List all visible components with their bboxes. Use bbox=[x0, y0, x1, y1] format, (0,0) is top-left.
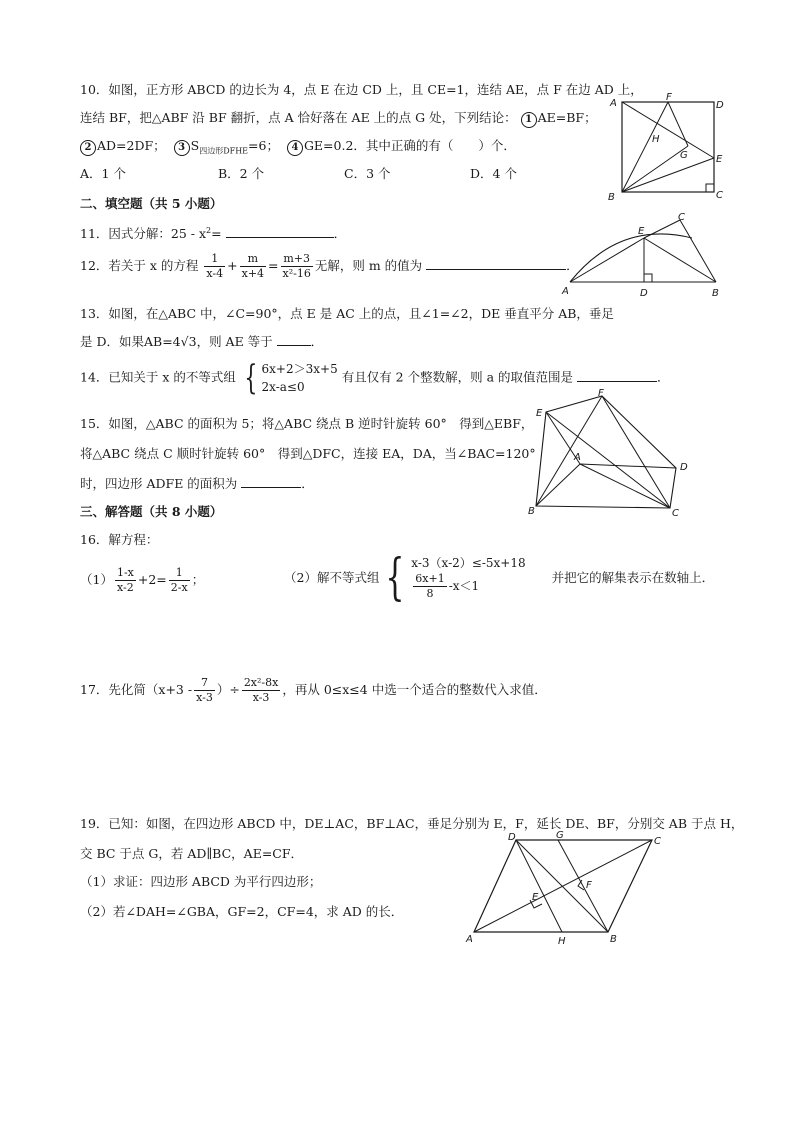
section-3-heading: 三、解答题（共 8 小题） bbox=[80, 504, 223, 519]
label-c: C bbox=[672, 508, 679, 518]
q16-p1-frac-1 bbox=[115, 566, 136, 595]
q15-line3-text: 时，四边形 ADFE 的面积为 bbox=[80, 476, 238, 491]
choice-1-marker: 1 bbox=[521, 112, 537, 128]
q19-part2: （2）若∠DAH=∠GBA，GF=2，CF=4，求 AD 的长． bbox=[80, 904, 404, 919]
segment-eb bbox=[644, 238, 716, 282]
q16-part2 bbox=[284, 548, 715, 606]
q17-frac-2 bbox=[242, 676, 281, 705]
q11-answer-blank[interactable] bbox=[226, 225, 334, 238]
q13-sqrt: √3 bbox=[180, 334, 197, 349]
q16-p2-ineq-1: x-3（x-2）≤-5x+18 bbox=[411, 555, 526, 570]
q19-part1: （1）求证：四边形 ABCD 为平行四边形； bbox=[80, 874, 322, 889]
q16-p1-frac-1-num: 1-x bbox=[116, 566, 134, 579]
segment-dh bbox=[516, 840, 562, 932]
choice-4: GE=0.2．其中正确的有（ ）个． bbox=[303, 138, 516, 153]
q15-line1: 15．如图，△ABC 的面积为 5；将△ABC 绕点 B 逆时针旋转 60° 得到△EBF， bbox=[80, 416, 534, 431]
q14-brace: { bbox=[244, 358, 258, 398]
q17-frac-2-num: 2x²-8x bbox=[243, 676, 279, 689]
q13-end: ． bbox=[310, 334, 324, 349]
q16-p1-mid: +2= bbox=[137, 572, 167, 587]
q16-p1-frac-1-den: x-2 bbox=[117, 581, 134, 594]
label-b: B bbox=[712, 288, 719, 299]
q14-end: ． bbox=[657, 369, 670, 385]
q14-system bbox=[262, 360, 338, 396]
q17-frac-1-den: x-3 bbox=[196, 691, 213, 704]
segment-ae bbox=[622, 102, 714, 158]
q17-mid: ）÷ bbox=[216, 682, 240, 697]
q13-line2a: 是 D．如果AB=4 bbox=[80, 334, 181, 349]
q12-frac-3-den: x²-16 bbox=[282, 267, 311, 280]
q10-line2-text: 连结 BF，把△ABF 沿 BF 翻折，点 A 恰好落在 AE 上的点 G 处，下列结论： bbox=[80, 110, 517, 125]
q11-text: 11．因式分解：25 - x bbox=[80, 226, 207, 241]
label-a: A bbox=[562, 286, 569, 297]
right-angle-c bbox=[706, 184, 714, 192]
q16-p1-frac-2 bbox=[169, 566, 190, 595]
q16-title: 16．解方程： bbox=[80, 532, 159, 547]
q13-triangle-figure bbox=[560, 212, 730, 302]
diagonal-db bbox=[516, 840, 608, 932]
q16-p2-ineq-2 bbox=[411, 572, 525, 601]
q12-end: ． bbox=[566, 258, 579, 273]
segment-cb bbox=[680, 220, 716, 282]
q10-option-d: D．4 个 bbox=[470, 166, 517, 181]
label-g: G bbox=[680, 150, 688, 161]
q16-p1-frac-2-num: 1 bbox=[169, 566, 190, 581]
q12-plus: + bbox=[227, 258, 238, 273]
q12-pre: 12．若关于 x 的方程 bbox=[80, 258, 199, 273]
q12-frac-3-num: m+3 bbox=[281, 252, 313, 267]
label-a: A bbox=[574, 452, 581, 463]
segment-gb bbox=[558, 840, 608, 932]
section-2-heading: 二、填空题（共 5 小题） bbox=[80, 196, 223, 211]
label-e: E bbox=[638, 226, 645, 237]
q12-frac-2-den: x+4 bbox=[241, 267, 265, 280]
q16-p2-label: （2）解不等式组 bbox=[284, 570, 380, 585]
choice-3-rest: =6； bbox=[248, 138, 279, 153]
q16-p2-system bbox=[411, 554, 525, 601]
label-a: A bbox=[466, 934, 473, 945]
q12-frac-3 bbox=[281, 252, 313, 281]
q13-line2 bbox=[80, 332, 323, 350]
q12-frac-1 bbox=[204, 252, 225, 281]
q16-p2-frac-den: 8 bbox=[426, 586, 434, 600]
q16-p1-frac-2-den: 2-x bbox=[170, 581, 188, 594]
label-f: F bbox=[666, 92, 672, 103]
q12-eq: = bbox=[268, 258, 279, 273]
q16-p2-frac-num: 6x+1 bbox=[415, 571, 445, 585]
q16-p2-brace: { bbox=[385, 548, 405, 606]
q17-frac-1-num: 7 bbox=[194, 676, 215, 691]
q14-answer-blank[interactable] bbox=[577, 369, 657, 382]
q10-line2 bbox=[80, 108, 597, 128]
label-b: B bbox=[528, 506, 535, 517]
q14-ineq-1: 6x+2＞3x+5 bbox=[261, 362, 338, 376]
label-d: D bbox=[716, 100, 724, 111]
q12-answer-blank[interactable] bbox=[426, 257, 566, 270]
label-b: B bbox=[608, 192, 615, 203]
q15-line2: 将△ABC 绕点 C 顺时针旋转 60° 得到△DFC，连接 EA，DA，当∠BAC=120° bbox=[80, 446, 536, 461]
q17-frac-2-den: x-3 bbox=[252, 691, 270, 704]
q11 bbox=[80, 224, 346, 242]
choice-3-marker: 3 bbox=[174, 140, 190, 156]
choice-3-sub: 四边形DFHE bbox=[199, 146, 249, 156]
choice-3-s: S bbox=[190, 138, 200, 153]
label-a: A bbox=[610, 98, 617, 109]
q10-option-c: C．3 个 bbox=[344, 166, 391, 181]
q13-answer-blank[interactable] bbox=[277, 333, 311, 346]
q11-sup: 2 bbox=[206, 225, 212, 235]
q10-square-figure bbox=[600, 92, 730, 204]
segment-ad bbox=[580, 464, 676, 468]
q10-option-a: A．1 个 bbox=[80, 166, 126, 181]
label-c: C bbox=[678, 212, 685, 223]
label-g: G bbox=[556, 830, 564, 841]
choice-2: AD=2DF； bbox=[97, 138, 166, 153]
segment-be bbox=[622, 158, 714, 192]
label-c: C bbox=[716, 190, 723, 201]
q19-parallelogram-figure bbox=[464, 828, 674, 948]
q12-frac-1-num: 1 bbox=[204, 252, 225, 267]
segment-fg bbox=[668, 102, 688, 146]
q14-post: 有且仅有 2 个整数解，则 a 的取值范围是 bbox=[341, 369, 574, 385]
q12-post: 无解，则 m 的值为 bbox=[314, 258, 423, 273]
q16-p2-post: 并把它的解集表示在数轴上． bbox=[551, 570, 715, 585]
q12-frac-2-num: m bbox=[240, 252, 266, 267]
q10-line1: 10．如图，正方形 ABCD 的边长为 4，点 E 在边 CD 上，且 CE=1，连结 AE，点 F 在边 AD 上， bbox=[80, 82, 643, 97]
choice-2-marker: 2 bbox=[80, 140, 96, 156]
label-b: B bbox=[610, 934, 617, 945]
q17-pre: 17．先化简（x+3 - bbox=[80, 682, 193, 697]
diagonal-ac bbox=[474, 840, 652, 932]
square-abcd bbox=[622, 102, 714, 192]
arc-ae bbox=[570, 234, 692, 282]
q15-answer-blank[interactable] bbox=[241, 475, 301, 488]
label-h: H bbox=[652, 134, 660, 145]
label-f: F bbox=[598, 388, 604, 399]
q15-line3 bbox=[80, 474, 314, 492]
q16-p1-end: ； bbox=[191, 572, 205, 587]
label-d: D bbox=[640, 288, 648, 299]
q10-line3 bbox=[80, 136, 516, 157]
q19-line2: 交 BC 于点 G，若 AD∥BC，AE=CF． bbox=[80, 846, 304, 861]
q16-p1-label: （1） bbox=[80, 572, 113, 587]
label-e: E bbox=[536, 408, 543, 419]
label-e: E bbox=[532, 892, 539, 903]
right-angle-d bbox=[644, 274, 652, 282]
label-d: D bbox=[508, 832, 516, 843]
label-e: E bbox=[716, 154, 723, 165]
q14-ineq-2: 2x-a≤0 bbox=[261, 380, 305, 394]
q16-part1 bbox=[80, 566, 204, 595]
q16-p2-ineq-2-rest: -x＜1 bbox=[448, 578, 480, 593]
q12 bbox=[80, 252, 579, 281]
q17-frac-1 bbox=[194, 676, 215, 705]
q11-eq: = bbox=[211, 226, 222, 241]
q13-line1: 13．如图，在△ABC 中，∠C=90°，点 E 是 AC 上的点，且∠1=∠2，DE 垂直平分 AB，垂足 bbox=[80, 306, 614, 321]
q12-frac-2 bbox=[240, 252, 266, 281]
q15-end: ． bbox=[301, 476, 314, 491]
q17 bbox=[80, 676, 547, 705]
label-d: D bbox=[680, 462, 688, 473]
q14-pre: 14．已知关于 x 的不等式组 bbox=[80, 369, 236, 385]
segment-ae-line bbox=[570, 238, 644, 282]
q16-p2-frac bbox=[413, 572, 446, 601]
label-h: H bbox=[558, 936, 566, 947]
label-f: F bbox=[586, 880, 592, 891]
segment-ec bbox=[546, 412, 670, 508]
outline bbox=[536, 396, 676, 508]
q17-post: ，再从 0≤x≤4 中选一个适合的整数代入求值． bbox=[282, 682, 547, 697]
label-c: C bbox=[654, 836, 661, 847]
segment-bg bbox=[622, 146, 688, 192]
choice-1: AE=BF； bbox=[537, 110, 597, 125]
q12-frac-1-den: x-4 bbox=[206, 267, 224, 280]
q13-line2b: ，则 AE 等于 bbox=[196, 334, 273, 349]
right-angle-f bbox=[578, 880, 584, 890]
q19-line1: 19．已知：如图，在四边形 ABCD 中，DE⊥AC，BF⊥AC，垂足分别为 E，F，延长 DE、BF，分别交 AB 于点 H， bbox=[80, 816, 744, 831]
q11-end: ． bbox=[333, 226, 347, 241]
choice-4-marker: 4 bbox=[287, 140, 303, 156]
q15-rotation-figure bbox=[524, 388, 694, 518]
q10-option-b: B．2 个 bbox=[218, 166, 265, 181]
